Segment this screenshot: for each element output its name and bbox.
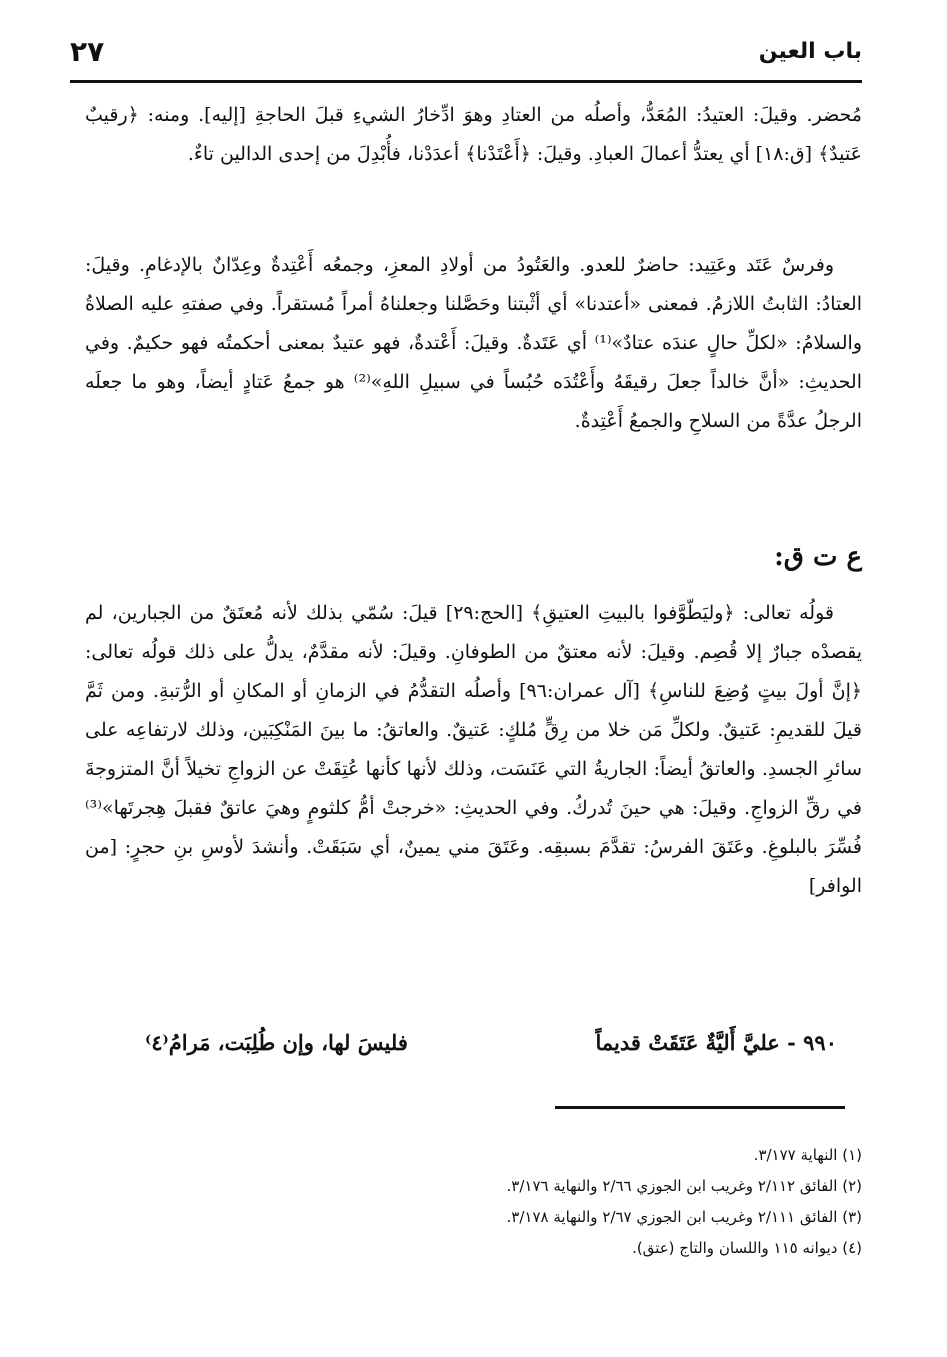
verse-first-hemistich: ٩٩٠ - عليَّ أَليَّةٌ عَتَقَتْ قديماً: [595, 1030, 837, 1055]
section-heading: ع ت ق:: [774, 542, 862, 572]
paragraph-3: [85, 594, 862, 906]
paragraph-2-text: وفرسٌ عَتَد وعَتِيد: حاضرٌ للعدو. والعَتُودُ من أولادِ المعزِ، وجمعُه أَعْتِدةٌ وعِدّانٌ بالإدغامِ. وقيلَ: العتادُ: الثابتُ اللازمُ. فمعنى «أعتدنا» أي أثْبتنا وحَصَّلنا وجعلناهُ أمراً مُستقراً. وفي صفتهِ عليه الصلاةُ والسلامُ: «لكلِّ حالٍ عندَه عتادٌ»⁽¹⁾ أي عَتَدةٌ. وقيلَ: أَعْتدةٌ، فهو عتيدٌ بمعنى أحكمتُه فهو حكيمٌ. وفي الحديثِ: «أنَّ خالداً جعلَ رقيقَهُ وأَعْتُدَه حُبُساً في سبيلِ اللهِ»⁽²⁾ هو جمعُ عَتادٍ أيضاً، وهو ما جعلَه الرجلُ عدَّةً من السلاحِ والجمعُ أَعْتِدةٌ.: [85, 254, 862, 432]
paragraph-1: [85, 96, 862, 174]
paragraph-2: [85, 246, 862, 441]
footnote-4: (٤) ديوانه ١١٥ واللسان والتاج (عتق).: [632, 1239, 862, 1257]
footnote-1: (١) النهاية ٣/١٧٧.: [753, 1146, 862, 1164]
footnote-3: (٣) الفائق ٢/١١١ وغريب ابن الجوزي ٢/٦٧ والنهاية ٣/١٧٨.: [506, 1208, 862, 1226]
footnotes: [85, 1140, 862, 1264]
paragraph-1-text: مُحضر. وقيلَ: العتيدُ: المُعَدُّ، وأصلُه من العتادِ وهوَ ادِّخارُ الشيءِ قبلَ الحاجةِ [إليه]. ومنه: ﴿رقيبٌ عَتيدٌ﴾ [ق:١٨] أي يعتدُّ أعمالَ العبادِ. وقيلَ: ﴿أَعْتَدْنا﴾ أعدَدْنا، فأُبْدِلَ من إحدى الدالين تاءٌ.: [85, 104, 862, 165]
page-number: ٢٧: [70, 35, 105, 68]
header-rule: [70, 80, 862, 83]
footnote-2: (٢) الفائق ٢/١١٢ وغريب ابن الجوزي ٢/٦٦ والنهاية ٣/١٧٦.: [506, 1177, 862, 1195]
verse-second-hemistich: فليسَ لها، وإن طُلِبَت، مَرامُ⁽٤⁾: [145, 1030, 408, 1055]
running-title: باب العين: [758, 39, 862, 64]
footnote-rule: [555, 1106, 845, 1109]
page-header: [70, 35, 862, 75]
poetry-verse: [145, 1030, 837, 1070]
paragraph-3-text: قولُه تعالى: ﴿وليَطّوَّفوا بالبيتِ العتيقِ﴾ [الحج:٢٩] قيلَ: سُمّي بذلك لأنه مُعتَقٌ من الجبارين، لم يقصدْه جبارٌ إلا قُصِم. وقيلَ: لأنه معتقٌ من الطوفانِ. وقيلَ: لأنه مقدَّمٌ، يدلُّ على ذلك قولُه تعالى: ﴿إنَّ أولَ بيتٍ وُضِعَ للناسِ﴾ [آل عمران:٩٦] وأصلُه التقدُّمُ في الزمانِ أو المكانِ أو الرُّتبةِ. ومن ثَمَّ قيلَ للقديمِ: عَتيقٌ. ولكلِّ مَن خلا من رِقٍّ مُلكٍ: عَتيقٌ. والعاتقُ: ما بينَ المَنْكِبَين، وذلك لارتفاعِه على سائرِ الجسدِ. والعاتقُ أيضاً: الجاريةُ التي عَنَسَت، وذلك لأنها كأنها عُتِقَتْ عن الزواجِ تخيلاً أنَّ المتزوجةَ في رقِّ الزواجِ. وقيلَ: هي حينَ تُدركُ. وفي الحديثِ: «خرجتْ أمُّ كلثومٍ وهيَ عاتقٌ فقبلَ هِجرتَها»⁽³⁾ فُسِّرَ بالبلوغِ. وعَتَقَ الفرسُ: تقدَّمَ بسبقِه. وعَتَقَ مني يمينٌ، أي سَبَقَتْ. وأنشدَ لأوسِ بنِ حجرٍ: [من الوافر]: [85, 602, 862, 897]
